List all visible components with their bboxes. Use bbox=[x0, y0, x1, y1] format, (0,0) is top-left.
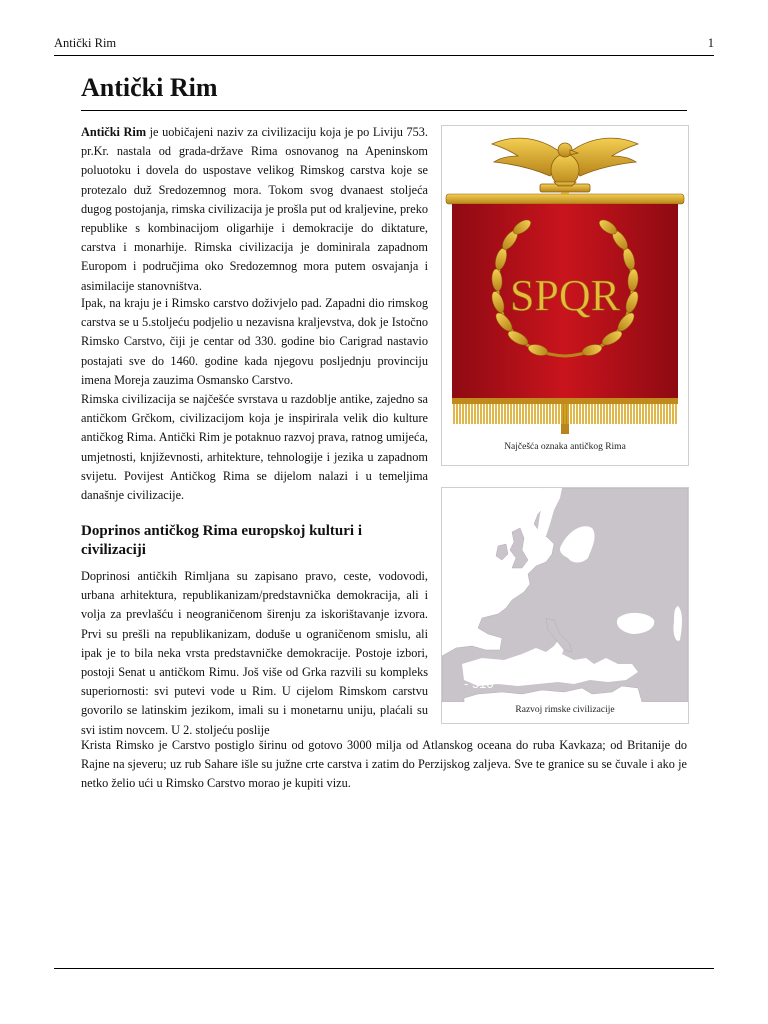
europe-map-image bbox=[442, 488, 688, 702]
page-number: 1 bbox=[707, 36, 714, 50]
title-divider bbox=[81, 110, 687, 111]
eagle-icon bbox=[492, 138, 638, 192]
header-divider bbox=[54, 55, 714, 56]
banner-caption: Najčešća oznaka antičkog Rima bbox=[504, 442, 626, 452]
map-year-label: - 510 bbox=[464, 676, 494, 691]
map-caption: Razvoj rimske civilizacije bbox=[515, 705, 615, 715]
running-head-title: Antički Rim bbox=[54, 36, 117, 50]
banner-emblem-text: SPQR bbox=[509, 271, 621, 320]
paragraph-extent: Krista Rimsko je Carstvo postiglo širinu od gotovo 3000 milja od Atlanskog oceana do ruba Kavkaza; od Britanije do Rajne na sjeveru; uz rub Sahare išle su južne crte carstva i zatim do Perzijskog zaljeva. Sve te granice su se čuvale i ako je netko želio ući u Rimsko Carstvo morao je kupiti vizu. bbox=[81, 738, 687, 791]
intro-paragraph bbox=[81, 123, 428, 296]
intro-text: je uobičajeni naziv za civilizaciju koja je po Liviju 753. pr.Kr. nastala od grada-države Rima osnovanog na Apeninskom poluotoku i dovela do uspostave velikog Rimskog carstva koje se protezalo duž Sredozemnog mora. Tokom svog dvanaest stoljeća dugog postojanja, rimska civilizacija je prošla put od kraljevine, preko republike s kombinacijom oligarhije i demokracije do diktature, carstva i monarhije. Rimska civilizacija je dominirala zapadnom Europom i područjima oko Sredozemnog mora putem osvajanja i asimilacije stanovništva. bbox=[81, 125, 428, 293]
paragraph-antiquity: Rimska civilizacija se najčešće svrstava u razdoblje antike, zajedno sa antičkom Grčkom, civilizacijom koja je inspirirala velik dio kulture antičkog Rima. Antički Rim je potaknuo razvoj prava, ratnog umijeća, umjetnosti, književnosti, arhitekture, tehnologije i jezika u zapadnom svijetu. Povijest Antičkog Rima se dijelom nalazi i u temeljima današnje civilizacije. bbox=[81, 392, 428, 503]
map-figure bbox=[441, 487, 689, 724]
banner-fringe bbox=[452, 398, 678, 424]
banner-crossbar bbox=[446, 194, 684, 204]
intro-bold-term: Antički Rim bbox=[81, 125, 147, 139]
spqr-banner-image bbox=[442, 126, 688, 436]
banner-figure bbox=[441, 125, 689, 466]
section-heading: Doprinos antičkog Rima europskoj kulturi i civilizaciji bbox=[81, 523, 363, 558]
paragraph-fall: Ipak, na kraju je i Rimsko carstvo doživjelo pad. Zapadni dio rimskog carstva se u 5.stoljeću podjelio u nezavisna kraljevstva, dok je Istočno Rimsko Carstvo, čiji je centar od 330. godine bio Carigrad nastavio postajati sve do 1460. godine kada njegovu posljednju provinciju imena Moreja zauzima Osmansko Carstvo. bbox=[81, 296, 428, 387]
footer-divider bbox=[54, 968, 714, 969]
running-head bbox=[54, 36, 714, 52]
article-title: Antički Rim bbox=[81, 73, 218, 102]
paragraph-contributions: Doprinosi antičkih Rimljana su zapisano pravo, ceste, vodovodi, urbana arhitektura, republikanizam/predstavnička demokracija, ali i volja za prevlašću i neograničenom širenju za iskorištavanje izvora. Prvi su prešli na republikanizam, doduše u ograničenom smislu, ali ipak je to bila neka vrsta predstavničke demokracije. Postoje izbori, postoji Senat u antičkom Rimu. Još više od Grka razvili su kompleks superiornosti: svi putevi vode u Rim. U cijelom Rimskom carstvu govorilo se latinskim jezikom, imali su i monetarnu uniju, plaćali su svi istim novcem. U 2. stoljeću poslije bbox=[81, 569, 428, 737]
